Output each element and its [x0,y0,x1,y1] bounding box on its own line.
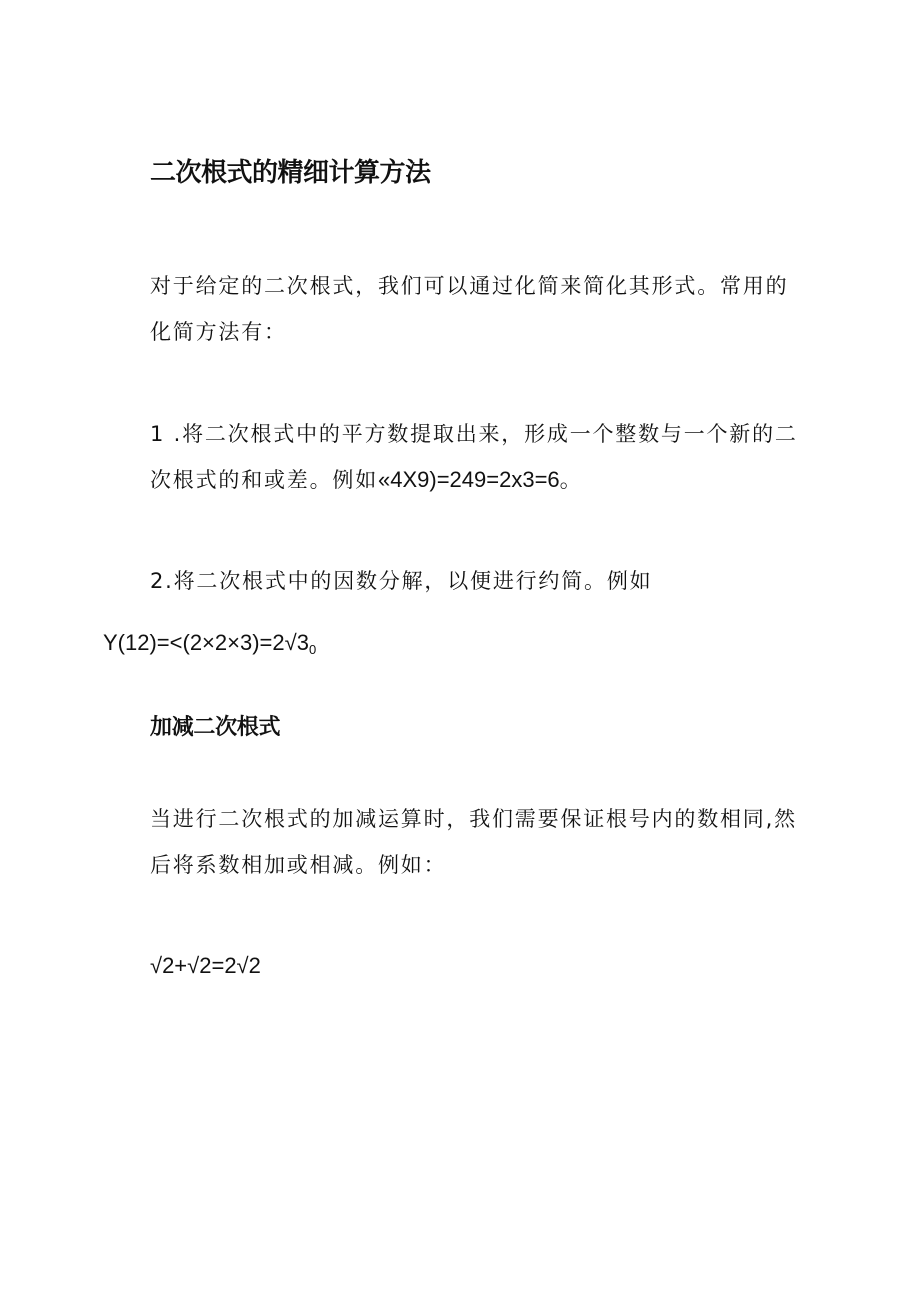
method-1-line-2 [150,457,798,503]
method-2-formula-line [103,620,316,673]
method-2-formula: Y(12)=<(2×2×3)=2√3 [103,630,309,655]
intro-paragraph [150,263,788,355]
method-2-formula-subscript: 0 [308,642,317,657]
method-1-line-1: 1 .将二次根式中的平方数提取出来，形成一个整数与一个新的二 [150,422,798,446]
method-item-2 [150,558,652,604]
intro-line-1: 对于给定的二次根式，我们可以通过化简来简化其形式。常用的 [150,274,789,298]
method-item-1 [150,411,798,503]
add-subtract-line-1: 当进行二次根式的加减运算时，我们需要保证根号内的数相同,然 [150,807,797,831]
example-formula: √2+√2=2√2 [150,953,261,978]
add-subtract-paragraph [150,796,797,888]
method-1-formula: «4X9)=249=2x3=6。 [378,467,582,492]
method-2-line-1: 2.将二次根式中的因数分解，以便进行约简。例如 [150,569,653,593]
section-heading-add-subtract: 加减二次根式 [150,715,281,740]
method-1-text: 次根式的和或差。例如 [150,468,378,492]
add-subtract-line-2: 后将系数相加或相减。例如： [150,853,447,877]
add-subtract-example [150,943,261,989]
intro-line-2: 化简方法有： [150,320,287,344]
document-title: 二次根式的精细计算方法 [150,158,431,188]
